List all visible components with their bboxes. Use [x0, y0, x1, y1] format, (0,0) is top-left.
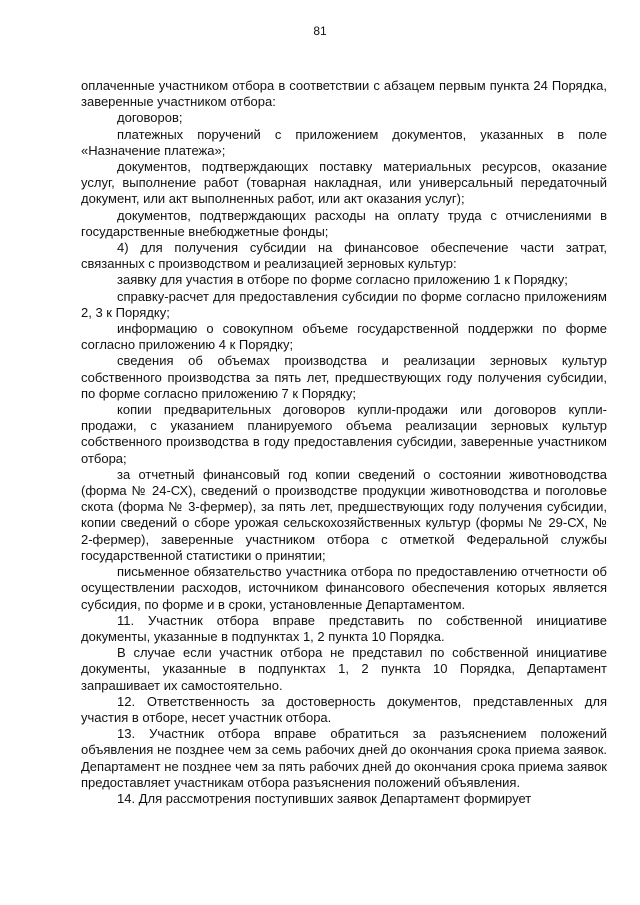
paragraph: справку-расчет для предоставления субсидии по форме согласно приложениям 2, 3 к Порядку; — [81, 288, 607, 320]
paragraph: 12. Ответственность за достоверность документов, представленных для участия в отборе, несет участник отбора. — [81, 693, 607, 725]
paragraph: В случае если участник отбора не представил по собственной инициативе документы, указанные в подпунктах 1, 2 пункта 10 Порядка, Департамент запрашивает их самостоятельно. — [81, 645, 607, 693]
paragraph: 11. Участник отбора вправе представить по собственной инициативе документы, указанные в подпунктах 1, 2 пункта 10 Порядка. — [81, 612, 607, 644]
paragraph: договоров; — [117, 110, 183, 126]
paragraph: документов, подтверждающих расходы на оплату труда с отчислениями в государственные внебюджетные фонды; — [81, 207, 607, 239]
paragraph: платежных поручений с приложением документов, указанных в поле «Назначение платежа»; — [81, 126, 607, 158]
page-number: 81 — [313, 24, 327, 38]
paragraph: копии предварительных договоров купли-продажи или договоров купли-продажи, с указанием планируемого объема реализации зерновых культур собственного производства в году предоставления субсидии, заверенные участником отбора; — [81, 402, 607, 466]
paragraph: документов, подтверждающих поставку материальных ресурсов, оказание услуг, выполнение работ (товарная накладная, или универсальный передаточный документ, или акт выполненных работ, или акт оказания услуг); — [81, 159, 607, 207]
document-body — [81, 78, 607, 807]
paragraph: 13. Участник отбора вправе обратиться за разъяснением положений объявления не позднее чем за семь рабочих дней до окончания срока приема заявок. Департамент не позднее чем за пять рабочих дней до окончания срока приема заявок предоставляет участникам отбора разъяснения положений объявления. — [81, 726, 607, 790]
paragraph: письменное обязательство участника отбора по предоставлению отчетности об осуществлении расходов, источником финансового обеспечения которых является субсидия, по форме и в сроки, установленные Департаментом. — [81, 564, 607, 612]
paragraph: 14. Для рассмотрения поступивших заявок Департамент формирует — [117, 790, 532, 806]
paragraph: за отчетный финансовый год копии сведений о состоянии животноводства (форма № 24-СХ), сведений о производстве продукции животноводства и поголовье скота (форма № 3-фермер), за пять лет, предшествующих году получения субсидии, копии сведений о сборе урожая сельскохозяйственных культур (формы № 29-СХ, № 2-фермер), заверенные участником отбора с отметкой Федеральной службы государственной статистики о принятии; — [81, 466, 607, 563]
paragraph: 4) для получения субсидии на финансовое обеспечение части затрат, связанных с производством и реализацией зерновых культур: — [81, 240, 607, 272]
paragraph: сведения об объемах производства и реализации зерновых культур собственного производства за пять лет, предшествующих году получения субсидии, по форме согласно приложению 7 к Порядку; — [81, 353, 607, 401]
paragraph: оплаченные участником отбора в соответствии с абзацем первым пункта 24 Порядка, заверенные участником отбора: — [81, 78, 607, 110]
paragraph: заявку для участия в отборе по форме согласно приложению 1 к Порядку; — [117, 272, 568, 288]
paragraph: информацию о совокупном объеме государственной поддержки по форме согласно приложению 4 к Порядку; — [81, 321, 607, 353]
